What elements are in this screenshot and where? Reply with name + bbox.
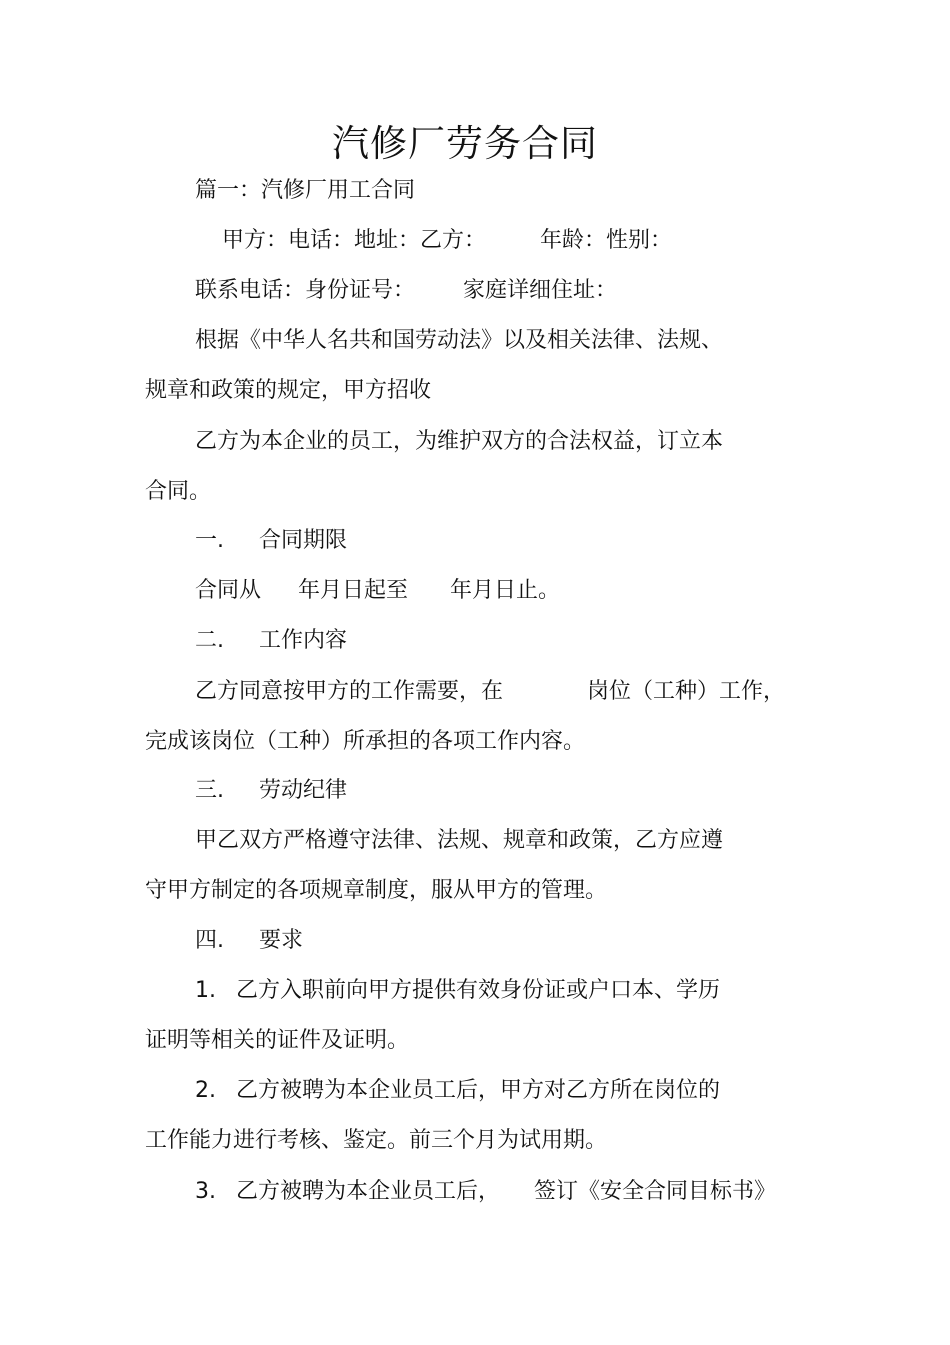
paragraph-line: 证明等相关的证件及证明。 bbox=[145, 1028, 410, 1053]
address-field: 家庭详细住址： bbox=[463, 278, 618, 303]
section-heading: 工作内容 bbox=[259, 628, 348, 653]
paragraph-line: 甲乙双方严格遵守法律、法规、规章和政策，乙方应遵 bbox=[195, 828, 724, 853]
item-number: 3. bbox=[195, 1179, 216, 1204]
section-number: 二. bbox=[195, 628, 224, 653]
section-heading: 劳动纪律 bbox=[259, 778, 348, 803]
age-gender-fields: 年龄：性别： bbox=[540, 228, 673, 253]
section-number: 一. bbox=[195, 528, 224, 553]
paragraph-line: 合同。 bbox=[145, 479, 212, 504]
paragraph-line: 规章和政策的规定，甲方招收 bbox=[145, 378, 432, 403]
paragraph-line: 完成该岗位（工种）所承担的各项工作内容。 bbox=[145, 729, 586, 754]
term-from-to: 年月日起至 bbox=[298, 578, 409, 603]
section-number: 四. bbox=[195, 928, 224, 953]
paragraph-line: 乙方被聘为本企业员工后，甲方对乙方所在岗位的 bbox=[236, 1078, 721, 1103]
section-heading: 合同期限 bbox=[259, 528, 348, 553]
subtitle: 篇一：汽修厂用工合同 bbox=[195, 178, 416, 203]
section-heading: 要求 bbox=[259, 928, 304, 953]
item-number: 2. bbox=[195, 1078, 216, 1103]
section-number: 三. bbox=[195, 778, 224, 803]
paragraph-line: 乙方同意按甲方的工作需要，在 bbox=[195, 679, 504, 704]
item-number: 1. bbox=[195, 978, 216, 1003]
paragraph-line: 守甲方制定的各项规章制度，服从甲方的管理。 bbox=[145, 878, 608, 903]
paragraph-line: 工作能力进行考核、鉴定。前三个月为试用期。 bbox=[145, 1128, 608, 1153]
paragraph-line: 乙方为本企业的员工，为维护双方的合法权益，订立本 bbox=[195, 429, 724, 454]
term-start-label: 合同从 bbox=[195, 578, 262, 603]
paragraph-line: 签订《安全合同目标书》 bbox=[534, 1179, 777, 1204]
document-title: 汽修厂劳务合同 bbox=[332, 122, 598, 165]
paragraph-line: 乙方入职前向甲方提供有效身份证或户口本、学历 bbox=[236, 978, 721, 1003]
party-a-fields: 甲方：电话：地址：乙方： bbox=[222, 228, 487, 253]
paragraph-line: 岗位（工种）工作， bbox=[587, 679, 786, 704]
contact-fields: 联系电话：身份证号： bbox=[195, 278, 416, 303]
term-end: 年月日止。 bbox=[450, 578, 561, 603]
paragraph-line: 乙方被聘为本企业员工后， bbox=[236, 1179, 501, 1204]
paragraph-line: 根据《中华人名共和国劳动法》以及相关法律、法规、 bbox=[195, 328, 724, 353]
